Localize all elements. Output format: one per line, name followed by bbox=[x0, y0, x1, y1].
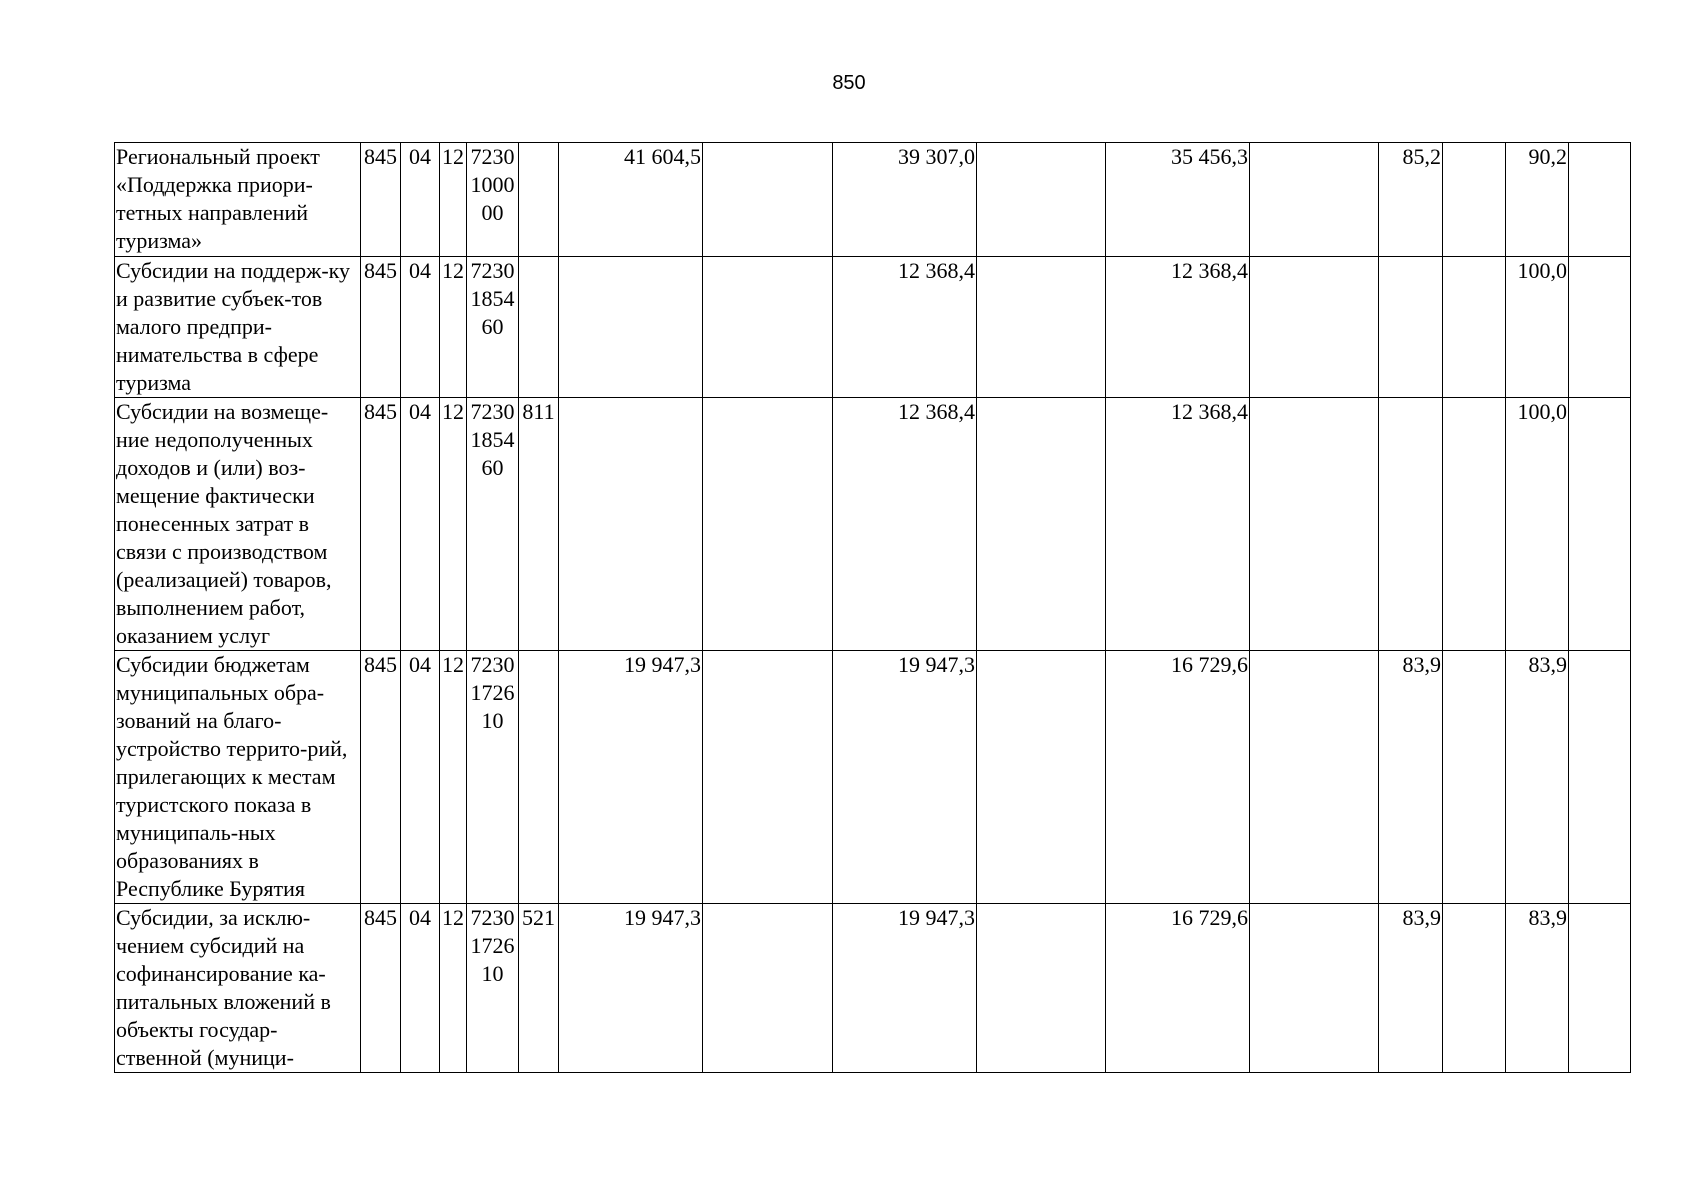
subsection-code: 12 bbox=[440, 143, 467, 257]
target-article-part: 1854 bbox=[470, 427, 515, 452]
target-article-part: 1854 bbox=[470, 286, 515, 311]
approved-amount: 19 947,3 bbox=[559, 904, 703, 1073]
page-number: 850 bbox=[832, 72, 866, 94]
empty-cell bbox=[1250, 257, 1379, 398]
target-article-code bbox=[467, 257, 519, 398]
target-article-part: 1726 bbox=[470, 680, 515, 705]
target-article-part: 7230 bbox=[470, 258, 515, 283]
grbs-code: 845 bbox=[361, 398, 401, 651]
percent-of-approved bbox=[1379, 398, 1443, 651]
table-row bbox=[115, 257, 1631, 398]
empty-cell bbox=[1443, 904, 1506, 1073]
empty-cell bbox=[977, 257, 1106, 398]
empty-cell bbox=[977, 651, 1106, 904]
refined-amount: 12 368,4 bbox=[833, 398, 977, 651]
target-article-part: 00 bbox=[481, 200, 504, 225]
executed-amount: 12 368,4 bbox=[1106, 257, 1250, 398]
row-name: Субсидии бюджетам муниципальных обра-зований на благо-устройство террито-рий, прилегающих к местам туристского показа в муниципаль-ных образованиях в Республике Бурятия bbox=[115, 651, 361, 904]
expense-type-code bbox=[519, 651, 559, 904]
percent-of-approved: 85,2 bbox=[1379, 143, 1443, 257]
expense-type-code bbox=[519, 257, 559, 398]
target-article-code bbox=[467, 651, 519, 904]
executed-amount: 35 456,3 bbox=[1106, 143, 1250, 257]
refined-amount: 19 947,3 bbox=[833, 904, 977, 1073]
empty-cell bbox=[703, 257, 833, 398]
target-article-part: 7230 bbox=[470, 399, 515, 424]
empty-cell bbox=[1569, 257, 1631, 398]
empty-cell bbox=[1250, 904, 1379, 1073]
target-article-code bbox=[467, 143, 519, 257]
percent-of-approved: 83,9 bbox=[1379, 651, 1443, 904]
row-name: Региональный проект «Поддержка приори-тетных направлений туризма» bbox=[115, 143, 361, 257]
grbs-code: 845 bbox=[361, 143, 401, 257]
percent-of-approved: 83,9 bbox=[1379, 904, 1443, 1073]
executed-amount: 16 729,6 bbox=[1106, 651, 1250, 904]
target-article-part: 60 bbox=[481, 314, 504, 339]
row-name: Субсидии на поддерж-ку и развитие субъек-тов малого предпри-нимательства в сфере туризма bbox=[115, 257, 361, 398]
refined-amount: 12 368,4 bbox=[833, 257, 977, 398]
empty-cell bbox=[977, 904, 1106, 1073]
subsection-code: 12 bbox=[440, 257, 467, 398]
empty-cell bbox=[703, 904, 833, 1073]
empty-cell bbox=[1250, 143, 1379, 257]
target-article-part: 1726 bbox=[470, 933, 515, 958]
expense-type-code: 521 bbox=[519, 904, 559, 1073]
target-article-part: 7230 bbox=[470, 144, 515, 169]
empty-cell bbox=[1443, 143, 1506, 257]
target-article-part: 10 bbox=[481, 961, 504, 986]
section-code: 04 bbox=[401, 398, 440, 651]
empty-cell bbox=[703, 398, 833, 651]
expense-type-code: 811 bbox=[519, 398, 559, 651]
percent-of-refined: 83,9 bbox=[1506, 651, 1569, 904]
empty-cell bbox=[1443, 257, 1506, 398]
table-row bbox=[115, 398, 1631, 651]
target-article-part: 60 bbox=[481, 455, 504, 480]
empty-cell bbox=[1569, 398, 1631, 651]
empty-cell bbox=[1250, 398, 1379, 651]
subsection-code: 12 bbox=[440, 904, 467, 1073]
row-name: Субсидии на возмеще-ние недополученных доходов и (или) воз-мещение фактически понесенных затрат в связи с производством (реализацией) товаров, выполнением работ, оказанием услуг bbox=[115, 398, 361, 651]
approved-amount bbox=[559, 257, 703, 398]
empty-cell bbox=[1443, 651, 1506, 904]
grbs-code: 845 bbox=[361, 257, 401, 398]
empty-cell bbox=[703, 143, 833, 257]
target-article-code bbox=[467, 398, 519, 651]
section-code: 04 bbox=[401, 257, 440, 398]
section-code: 04 bbox=[401, 904, 440, 1073]
table-row bbox=[115, 904, 1631, 1073]
target-article-part: 1000 bbox=[470, 172, 515, 197]
budget-table bbox=[114, 142, 1631, 1073]
percent-of-refined: 83,9 bbox=[1506, 904, 1569, 1073]
approved-amount: 19 947,3 bbox=[559, 651, 703, 904]
subsection-code: 12 bbox=[440, 398, 467, 651]
percent-of-refined: 100,0 bbox=[1506, 398, 1569, 651]
section-code: 04 bbox=[401, 651, 440, 904]
table-row bbox=[115, 651, 1631, 904]
empty-cell bbox=[977, 143, 1106, 257]
row-name: Субсидии, за исклю-чением субсидий на софинансирование ка-питальных вложений в объекты государ-ственной (муници- bbox=[115, 904, 361, 1073]
refined-amount: 39 307,0 bbox=[833, 143, 977, 257]
empty-cell bbox=[1569, 651, 1631, 904]
empty-cell bbox=[1443, 398, 1506, 651]
refined-amount: 19 947,3 bbox=[833, 651, 977, 904]
target-article-part: 7230 bbox=[470, 652, 515, 677]
target-article-code bbox=[467, 904, 519, 1073]
approved-amount bbox=[559, 398, 703, 651]
percent-of-refined: 100,0 bbox=[1506, 257, 1569, 398]
executed-amount: 12 368,4 bbox=[1106, 398, 1250, 651]
percent-of-approved bbox=[1379, 257, 1443, 398]
percent-of-refined: 90,2 bbox=[1506, 143, 1569, 257]
section-code: 04 bbox=[401, 143, 440, 257]
empty-cell bbox=[1569, 904, 1631, 1073]
table-row bbox=[115, 143, 1631, 257]
empty-cell bbox=[1250, 651, 1379, 904]
empty-cell bbox=[977, 398, 1106, 651]
empty-cell bbox=[1569, 143, 1631, 257]
subsection-code: 12 bbox=[440, 651, 467, 904]
executed-amount: 16 729,6 bbox=[1106, 904, 1250, 1073]
grbs-code: 845 bbox=[361, 651, 401, 904]
expense-type-code bbox=[519, 143, 559, 257]
approved-amount: 41 604,5 bbox=[559, 143, 703, 257]
grbs-code: 845 bbox=[361, 904, 401, 1073]
empty-cell bbox=[703, 651, 833, 904]
target-article-part: 10 bbox=[481, 708, 504, 733]
target-article-part: 7230 bbox=[470, 905, 515, 930]
